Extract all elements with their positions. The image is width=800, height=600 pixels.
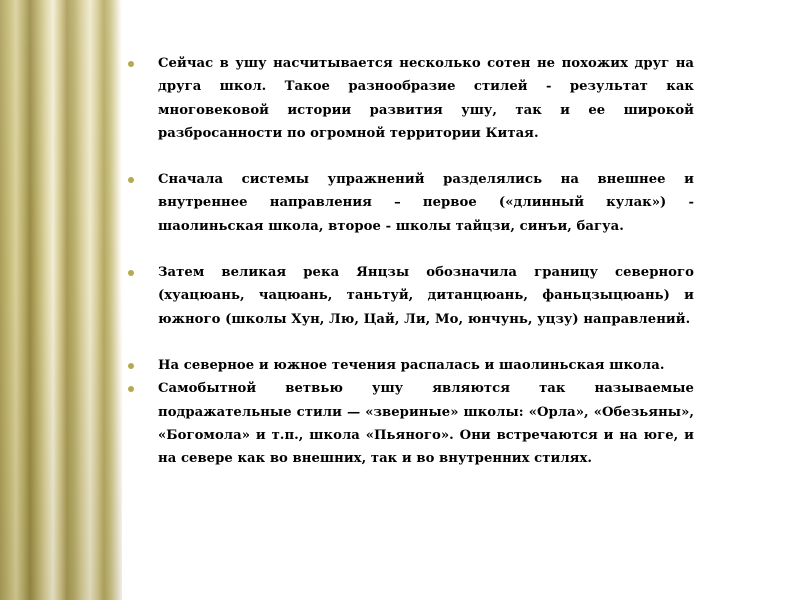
list-item — [128, 377, 694, 470]
paragraph-text: Сейчас в ушу насчитывается несколько сотен не похожих друг на друга школ. Такое разнообразие стилей - результат как многовековой истории развития ушу, так и ее широкой разбросанности по огромной территории Китая. — [158, 56, 694, 141]
spacer — [128, 331, 694, 354]
spacer — [128, 145, 694, 168]
bullet-dot-icon — [128, 363, 134, 369]
bullet-dot-icon — [128, 386, 134, 392]
slide-content — [128, 52, 694, 470]
bullet-dot-icon — [128, 270, 134, 276]
list-item — [128, 52, 694, 145]
curtain-shade — [0, 0, 122, 600]
bullet-dot-icon — [128, 61, 134, 67]
paragraph-text: Затем великая река Янцзы обозначила границу северного (хуацюань, чацюань, таньтуй, дитанцюань, фаньцзыцюань) и южного (школы Хун, Лю, Цай, Ли, Мо, юнчунь, уцзу) направлений. — [158, 265, 694, 327]
list-item — [128, 354, 694, 377]
paragraph-text: Самобытной ветвью ушу являются так называемые подражательные стили — «звериные» школы: «Орла», «Обезьяны», «Богомола» и т.п., школа «Пьяного». Они встречаются и на юге, и на севере как во внешних, так и во внутренних стилях. — [158, 381, 694, 467]
paragraph-text: Сначала системы упражнений разделялись на внешнее и внутреннее направления – первое («длинный кулак») - шаолиньская школа, второе - школы тайцзи, синъи, багуа. — [158, 172, 694, 234]
spacer — [128, 238, 694, 261]
paragraph-text: На северное и южное течения распалась и шаолиньская школа. — [158, 357, 665, 373]
list-item — [128, 168, 694, 238]
bullet-dot-icon — [128, 177, 134, 183]
list-item — [128, 261, 694, 331]
